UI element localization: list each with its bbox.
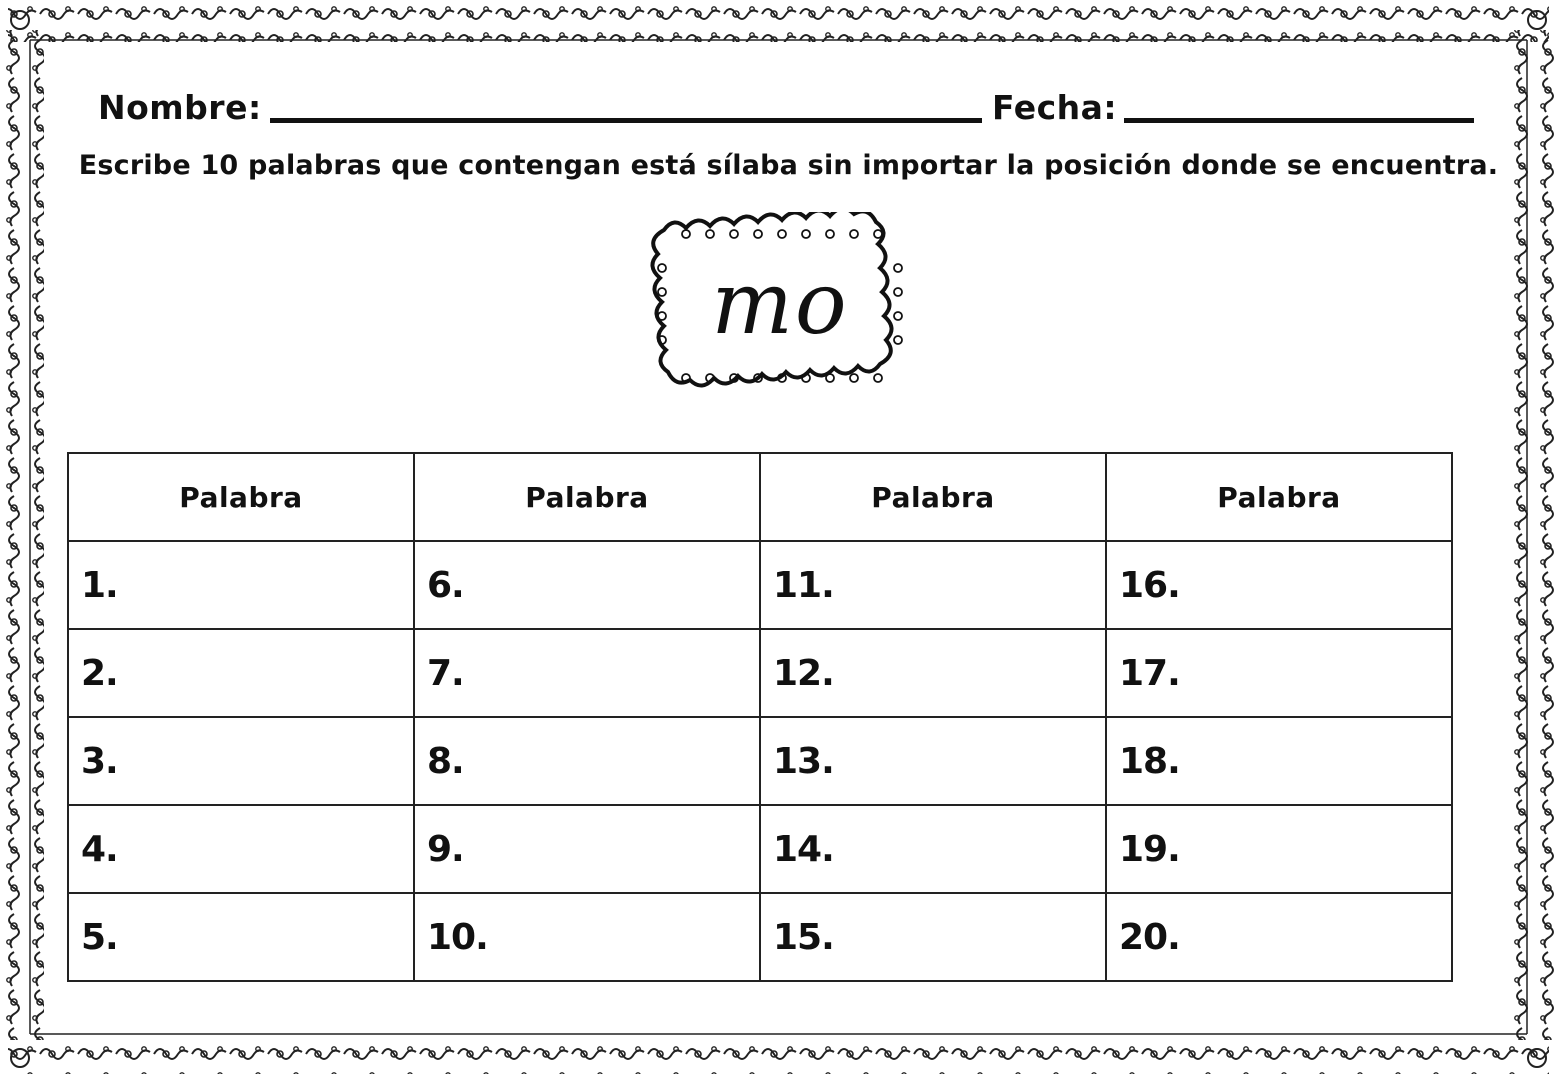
- word-cell[interactable]: 1.: [68, 541, 414, 629]
- word-cell[interactable]: 7.: [414, 629, 760, 717]
- word-cell[interactable]: 12.: [760, 629, 1106, 717]
- word-cell[interactable]: 11.: [760, 541, 1106, 629]
- word-cell[interactable]: 17.: [1106, 629, 1452, 717]
- instruction-text: Escribe 10 palabras que contengan está sílaba sin importar la posición donde se encuentra.: [78, 150, 1499, 181]
- table-row: [68, 629, 1452, 717]
- syllable-frame: [642, 212, 918, 400]
- word-cell[interactable]: 19.: [1106, 805, 1452, 893]
- word-cell[interactable]: 4.: [68, 805, 414, 893]
- syllable-text: mo: [711, 254, 849, 354]
- word-cell[interactable]: 10.: [414, 893, 760, 981]
- table-row: [68, 805, 1452, 893]
- column-header: Palabra: [414, 453, 760, 541]
- name-label: Nombre:: [98, 88, 262, 127]
- word-cell[interactable]: 2.: [68, 629, 414, 717]
- word-cell[interactable]: 16.: [1106, 541, 1452, 629]
- name-write-line: [270, 118, 982, 123]
- word-cell[interactable]: 18.: [1106, 717, 1452, 805]
- word-table: [67, 452, 1453, 982]
- table-row: [68, 893, 1452, 981]
- name-date-row: [96, 82, 1476, 132]
- word-cell[interactable]: 8.: [414, 717, 760, 805]
- word-cell[interactable]: 20.: [1106, 893, 1452, 981]
- column-header: Palabra: [1106, 453, 1452, 541]
- word-cell[interactable]: 9.: [414, 805, 760, 893]
- word-cell[interactable]: 15.: [760, 893, 1106, 981]
- word-cell[interactable]: 6.: [414, 541, 760, 629]
- word-cell[interactable]: 5.: [68, 893, 414, 981]
- word-cell[interactable]: 3.: [68, 717, 414, 805]
- date-write-line: [1124, 118, 1474, 123]
- date-label: Fecha:: [992, 88, 1118, 127]
- column-header: Palabra: [760, 453, 1106, 541]
- table-row: [68, 717, 1452, 805]
- table-row: [68, 541, 1452, 629]
- column-header: Palabra: [68, 453, 414, 541]
- word-cell[interactable]: 14.: [760, 805, 1106, 893]
- table-header-row: [68, 453, 1452, 541]
- word-cell[interactable]: 13.: [760, 717, 1106, 805]
